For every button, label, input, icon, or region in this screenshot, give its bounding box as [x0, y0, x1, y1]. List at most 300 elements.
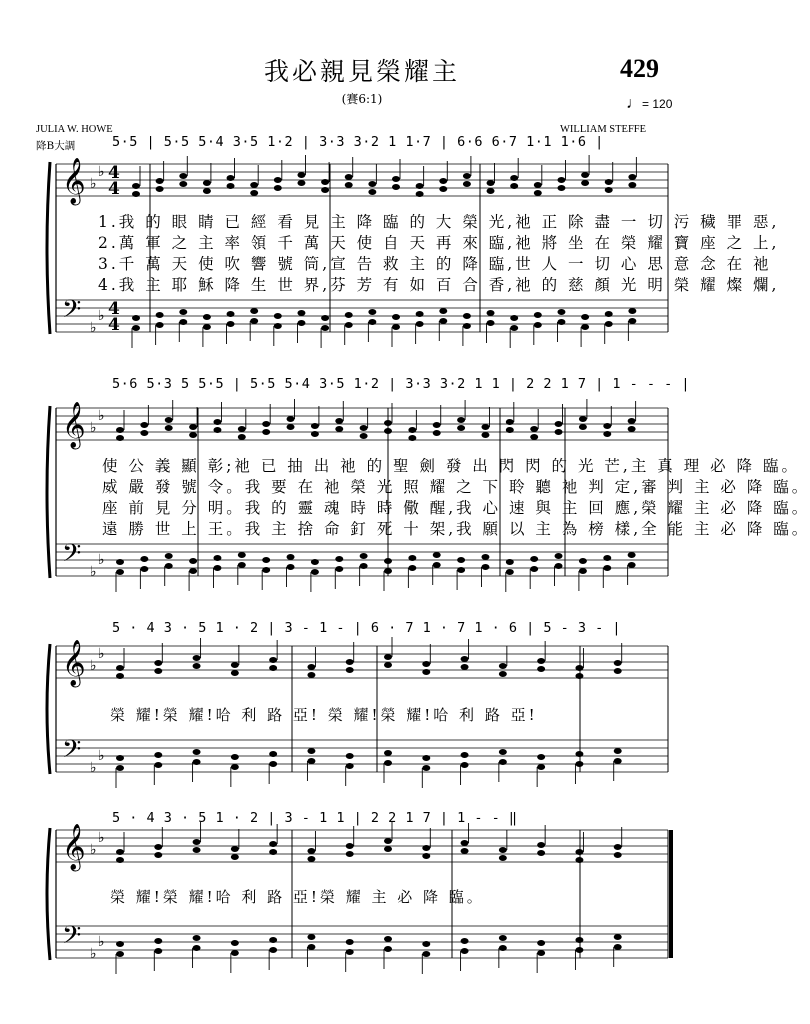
notehead-icon: [345, 182, 353, 188]
flat-icon: ♭: [98, 934, 105, 950]
lyric-line: 1.我 的 眼 睛 已 經 看 見 主 降 臨 的 大 榮 光,祂 正 除 盡 一 切 污 穢 罪 惡,: [98, 213, 780, 231]
flat-icon: ♭: [90, 420, 97, 436]
notehead-icon: [116, 673, 124, 679]
notehead-icon: [557, 177, 565, 183]
key-signature-text: 降B大調: [36, 140, 76, 152]
notehead-icon: [203, 188, 211, 194]
treble-clef-icon: 𝄞: [62, 640, 86, 686]
notehead-icon: [116, 435, 124, 441]
notehead-icon: [461, 762, 469, 768]
time-signature: 4: [108, 315, 120, 335]
notehead-icon: [179, 173, 187, 179]
notehead-icon: [408, 555, 416, 561]
tempo-value: = 120: [642, 97, 673, 111]
notehead-icon: [457, 417, 465, 423]
notehead-icon: [461, 948, 469, 954]
notehead-icon: [179, 319, 187, 325]
notehead-icon: [628, 426, 636, 432]
notehead-icon: [384, 946, 392, 952]
notehead-icon: [203, 180, 211, 186]
notehead-icon: [116, 765, 124, 771]
notehead-icon: [154, 938, 162, 944]
notehead-icon: [165, 417, 173, 423]
notehead-icon: [384, 936, 392, 942]
notehead-icon: [581, 314, 589, 320]
notehead-icon: [457, 425, 465, 431]
notehead-icon: [603, 431, 611, 437]
notehead-icon: [307, 672, 315, 678]
notehead-icon: [481, 424, 489, 430]
notehead-icon: [321, 179, 329, 185]
notehead-icon: [510, 175, 518, 181]
notehead-icon: [408, 435, 416, 441]
notehead-icon: [140, 430, 148, 436]
notehead-icon: [614, 852, 622, 858]
notehead-icon: [481, 432, 489, 438]
notehead-icon: [156, 178, 164, 184]
notehead-icon: [189, 432, 197, 438]
notehead-icon: [227, 311, 235, 317]
notehead-icon: [116, 427, 124, 433]
notehead-icon: [335, 566, 343, 572]
notehead-icon: [345, 322, 353, 328]
notehead-icon: [534, 322, 542, 328]
notehead-icon: [408, 565, 416, 571]
notehead-icon: [457, 567, 465, 573]
notehead-icon: [231, 940, 239, 946]
notehead-icon: [360, 433, 368, 439]
notehead-icon: [227, 321, 235, 327]
time-signature: 4: [108, 299, 120, 319]
notehead-icon: [463, 181, 471, 187]
flat-icon: ♭: [90, 658, 97, 674]
notehead-icon: [628, 318, 636, 324]
notehead-icon: [499, 847, 507, 853]
notehead-icon: [605, 311, 613, 317]
notehead-icon: [307, 934, 315, 940]
notehead-icon: [439, 178, 447, 184]
treble-clef-icon: 𝄞: [62, 824, 86, 870]
time-signature: 4: [108, 179, 120, 199]
flat-icon: ♭: [90, 946, 97, 962]
notehead-icon: [307, 944, 315, 950]
notehead-icon: [384, 838, 392, 844]
notehead-icon: [262, 429, 270, 435]
notehead-icon: [360, 553, 368, 559]
notehead-icon: [614, 660, 622, 666]
notehead-icon: [368, 319, 376, 325]
notehead-icon: [287, 416, 295, 422]
notehead-icon: [603, 565, 611, 571]
notehead-icon: [461, 938, 469, 944]
notehead-icon: [297, 310, 305, 316]
notehead-icon: [238, 552, 246, 558]
notehead-icon: [614, 748, 622, 754]
notehead-icon: [416, 191, 424, 197]
notehead-icon: [499, 935, 507, 941]
notehead-icon: [461, 848, 469, 854]
notehead-icon: [165, 563, 173, 569]
notehead-icon: [297, 320, 305, 326]
jianpu-line: 5·6 5·3 5 5·5 | 5·5 5·4 3·5 1·2 | 3·3 3·2 1 1 | 2 2 1 7 | 1 - - - |: [112, 376, 691, 392]
notehead-icon: [154, 660, 162, 666]
notehead-icon: [537, 666, 545, 672]
notehead-icon: [193, 663, 201, 669]
notehead-icon: [274, 185, 282, 191]
notehead-icon: [311, 569, 319, 575]
notehead-icon: [384, 760, 392, 766]
notehead-icon: [307, 748, 315, 754]
notehead-icon: [156, 322, 164, 328]
notehead-icon: [269, 841, 277, 847]
flat-icon: ♭: [98, 164, 105, 180]
notehead-icon: [250, 308, 258, 314]
notehead-icon: [269, 761, 277, 767]
lyric-line: 2.萬 軍 之 主 率 領 千 萬 天 使 自 天 再 來 臨,祂 將 坐 在 榮 耀 寶 座 之 上,: [98, 234, 780, 252]
notehead-icon: [346, 949, 354, 955]
notehead-icon: [499, 663, 507, 669]
notehead-icon: [463, 313, 471, 319]
notehead-icon: [321, 325, 329, 331]
notehead-icon: [439, 186, 447, 192]
notehead-icon: [307, 856, 315, 862]
notehead-icon: [628, 308, 636, 314]
hymn-number: 429: [620, 54, 659, 83]
notehead-icon: [368, 309, 376, 315]
notehead-icon: [238, 562, 246, 568]
notehead-icon: [579, 568, 587, 574]
notehead-icon: [499, 945, 507, 951]
notehead-icon: [384, 846, 392, 852]
bass-clef-icon: 𝄢: [62, 539, 82, 574]
notehead-icon: [433, 422, 441, 428]
notehead-icon: [213, 565, 221, 571]
notehead-icon: [575, 665, 583, 671]
notehead-icon: [154, 752, 162, 758]
jianpu-line: 5·5 | 5·5 5·4 3·5 1·2 | 3·3 3·2 1 1·7 | 6·6 6·7 1·1 1·6 |: [112, 134, 604, 150]
notehead-icon: [384, 654, 392, 660]
notehead-icon: [368, 181, 376, 187]
flat-icon: ♭: [98, 408, 105, 424]
notehead-icon: [269, 937, 277, 943]
notehead-icon: [189, 558, 197, 564]
bass-clef-icon: 𝄢: [62, 921, 82, 956]
notehead-icon: [605, 321, 613, 327]
notehead-icon: [537, 658, 545, 664]
notehead-icon: [487, 310, 495, 316]
notehead-icon: [116, 665, 124, 671]
notehead-icon: [231, 764, 239, 770]
notehead-icon: [499, 759, 507, 765]
notehead-icon: [481, 554, 489, 560]
notehead-icon: [422, 951, 430, 957]
notehead-icon: [311, 431, 319, 437]
bass-clef-icon: 𝄢: [62, 295, 82, 330]
notehead-icon: [203, 324, 211, 330]
notehead-icon: [487, 320, 495, 326]
notehead-icon: [154, 844, 162, 850]
notehead-icon: [345, 174, 353, 180]
notehead-icon: [461, 752, 469, 758]
notehead-icon: [193, 839, 201, 845]
notehead-icon: [506, 559, 514, 565]
notehead-icon: [581, 324, 589, 330]
notehead-icon: [189, 424, 197, 430]
notehead-icon: [416, 311, 424, 317]
flat-icon: ♭: [90, 564, 97, 580]
notehead-icon: [346, 851, 354, 857]
notehead-icon: [422, 845, 430, 851]
notehead-icon: [250, 318, 258, 324]
notehead-icon: [154, 668, 162, 674]
notehead-icon: [231, 854, 239, 860]
notehead-icon: [189, 568, 197, 574]
notehead-icon: [154, 762, 162, 768]
notehead-icon: [154, 852, 162, 858]
notehead-icon: [165, 425, 173, 431]
flat-icon: ♭: [98, 308, 105, 324]
notehead-icon: [457, 557, 465, 563]
notehead-icon: [156, 312, 164, 318]
notehead-icon: [499, 855, 507, 861]
notehead-icon: [384, 428, 392, 434]
notehead-icon: [603, 423, 611, 429]
notehead-icon: [262, 557, 270, 563]
brace-icon: [47, 162, 50, 334]
notehead-icon: [487, 180, 495, 186]
notehead-icon: [614, 934, 622, 940]
notehead-icon: [506, 419, 514, 425]
brace-icon: [47, 644, 50, 774]
notehead-icon: [614, 758, 622, 764]
notehead-icon: [311, 559, 319, 565]
notehead-icon: [575, 673, 583, 679]
notehead-icon: [557, 309, 565, 315]
words-credit: JULIA W. HOWE: [36, 124, 113, 135]
notehead-icon: [439, 318, 447, 324]
notehead-icon: [537, 940, 545, 946]
notehead-icon: [368, 189, 376, 195]
notehead-icon: [416, 183, 424, 189]
notehead-icon: [499, 671, 507, 677]
lyric-line: 座 前 見 分 明。我 的 靈 魂 時 時 儆 醒,我 心 速 與 主 回 應,榮 耀 主 必 降 臨。: [102, 499, 810, 517]
notehead-icon: [116, 569, 124, 575]
treble-clef-icon: 𝄞: [62, 158, 86, 204]
notehead-icon: [231, 670, 239, 676]
notehead-icon: [179, 181, 187, 187]
flat-icon: ♭: [90, 760, 97, 776]
notehead-icon: [140, 556, 148, 562]
notehead-icon: [433, 562, 441, 568]
notehead-icon: [250, 182, 258, 188]
notehead-icon: [154, 948, 162, 954]
notehead-icon: [116, 857, 124, 863]
lyric-line: 4.我 主 耶 穌 降 生 世 界,芬 芳 有 如 百 合 香,祂 的 慈 顏 光 明 榮 耀 燦 爛,: [98, 276, 780, 294]
notehead-icon: [392, 184, 400, 190]
flat-icon: ♭: [90, 176, 97, 192]
notehead-icon: [274, 323, 282, 329]
notehead-icon: [346, 843, 354, 849]
notehead-icon: [269, 657, 277, 663]
notehead-icon: [575, 937, 583, 943]
notehead-icon: [530, 566, 538, 572]
notehead-icon: [534, 190, 542, 196]
notehead-icon: [510, 325, 518, 331]
notehead-icon: [311, 423, 319, 429]
notehead-icon: [116, 951, 124, 957]
notehead-icon: [422, 853, 430, 859]
notehead-icon: [193, 655, 201, 661]
notehead-icon: [384, 662, 392, 668]
notehead-icon: [603, 555, 611, 561]
notehead-icon: [179, 309, 187, 315]
notehead-icon: [392, 176, 400, 182]
notehead-icon: [335, 556, 343, 562]
lyric-line: 使 公 義 顯 彰;祂 已 抽 出 祂 的 聖 劍 發 出 閃 閃 的 光 芒,主 真 理 必 降 臨。: [102, 457, 800, 475]
time-signature: 4: [108, 163, 120, 183]
flat-icon: ♭: [90, 842, 97, 858]
notehead-icon: [579, 424, 587, 430]
notehead-icon: [461, 840, 469, 846]
music-credit: WILLIAM STEFFE: [560, 124, 647, 135]
lyric-line: 榮 耀!榮 耀!哈 利 路 亞!榮 耀 主 必 降 臨。: [110, 888, 485, 906]
brace-icon: [47, 828, 50, 960]
brace-icon: [47, 406, 50, 578]
notehead-icon: [346, 659, 354, 665]
notehead-icon: [307, 848, 315, 854]
notehead-icon: [203, 314, 211, 320]
jianpu-line: 5 · 4 3 · 5 1 · 2 | 3 - 1 - | 6 · 7 1 · 7 1 · 6 | 5 - 3 - |: [112, 620, 622, 636]
notehead-icon: [287, 424, 295, 430]
notehead-icon: [463, 323, 471, 329]
notehead-icon: [422, 661, 430, 667]
notehead-icon: [132, 183, 140, 189]
notehead-icon: [193, 945, 201, 951]
notehead-icon: [360, 425, 368, 431]
notehead-icon: [231, 754, 239, 760]
notehead-icon: [321, 187, 329, 193]
notehead-icon: [384, 568, 392, 574]
notehead-icon: [231, 846, 239, 852]
notehead-icon: [238, 426, 246, 432]
notehead-icon: [346, 753, 354, 759]
notehead-icon: [269, 947, 277, 953]
notehead-icon: [165, 553, 173, 559]
quarter-note-icon: ♩: [626, 95, 642, 112]
notehead-icon: [287, 564, 295, 570]
flat-icon: ♭: [98, 552, 105, 568]
notehead-icon: [392, 314, 400, 320]
notehead-icon: [384, 750, 392, 756]
notehead-icon: [605, 187, 613, 193]
notehead-icon: [575, 947, 583, 953]
notehead-icon: [557, 185, 565, 191]
notehead-icon: [213, 555, 221, 561]
notehead-icon: [499, 749, 507, 755]
notehead-icon: [628, 174, 636, 180]
notehead-icon: [581, 180, 589, 186]
notehead-icon: [307, 758, 315, 764]
notehead-icon: [555, 553, 563, 559]
notehead-icon: [614, 844, 622, 850]
notehead-icon: [557, 319, 565, 325]
lyric-line: 3.千 萬 天 使 吹 響 號 筒,宣 告 救 主 的 降 臨,世 人 一 切 心 思 意 念 在 祂: [98, 255, 772, 273]
notehead-icon: [287, 554, 295, 560]
notehead-icon: [461, 664, 469, 670]
notehead-icon: [481, 564, 489, 570]
notehead-icon: [575, 849, 583, 855]
notehead-icon: [530, 434, 538, 440]
scripture-reference: (賽6:1): [341, 92, 383, 106]
notehead-icon: [193, 759, 201, 765]
lyric-line: 威 嚴 發 號 令。我 要 在 祂 榮 光 照 耀 之 下 聆 聽 祂 判 定,審 判 主 必 降 臨。: [102, 478, 810, 496]
notehead-icon: [274, 313, 282, 319]
notehead-icon: [579, 416, 587, 422]
notehead-icon: [384, 558, 392, 564]
notehead-icon: [433, 430, 441, 436]
notehead-icon: [422, 669, 430, 675]
notehead-icon: [227, 175, 235, 181]
notehead-icon: [360, 563, 368, 569]
notehead-icon: [274, 177, 282, 183]
notehead-icon: [116, 849, 124, 855]
notehead-icon: [392, 324, 400, 330]
notehead-icon: [530, 426, 538, 432]
treble-clef-icon: 𝄞: [62, 402, 86, 448]
notehead-icon: [335, 426, 343, 432]
notehead-icon: [213, 419, 221, 425]
notehead-icon: [116, 941, 124, 947]
notehead-icon: [555, 429, 563, 435]
notehead-icon: [506, 569, 514, 575]
notehead-icon: [231, 950, 239, 956]
notehead-icon: [193, 749, 201, 755]
notehead-icon: [510, 315, 518, 321]
notehead-icon: [433, 552, 441, 558]
bass-clef-icon: 𝄢: [62, 735, 82, 770]
notehead-icon: [534, 312, 542, 318]
notehead-icon: [537, 950, 545, 956]
notehead-icon: [534, 182, 542, 188]
notehead-icon: [140, 422, 148, 428]
notehead-icon: [575, 751, 583, 757]
notehead-icon: [628, 552, 636, 558]
notehead-icon: [581, 172, 589, 178]
notehead-icon: [628, 418, 636, 424]
notehead-icon: [156, 186, 164, 192]
notehead-icon: [384, 420, 392, 426]
notehead-icon: [346, 939, 354, 945]
notehead-icon: [132, 325, 140, 331]
notehead-icon: [231, 662, 239, 668]
notehead-icon: [575, 857, 583, 863]
notehead-icon: [575, 761, 583, 767]
flat-icon: ♭: [98, 646, 105, 662]
notehead-icon: [463, 173, 471, 179]
notehead-icon: [262, 421, 270, 427]
notehead-icon: [422, 941, 430, 947]
notehead-icon: [346, 667, 354, 673]
notehead-icon: [537, 754, 545, 760]
notehead-icon: [140, 566, 148, 572]
notehead-icon: [422, 765, 430, 771]
notehead-icon: [227, 183, 235, 189]
notehead-icon: [614, 668, 622, 674]
notehead-icon: [579, 558, 587, 564]
flat-icon: ♭: [98, 748, 105, 764]
notehead-icon: [297, 172, 305, 178]
notehead-icon: [269, 751, 277, 757]
